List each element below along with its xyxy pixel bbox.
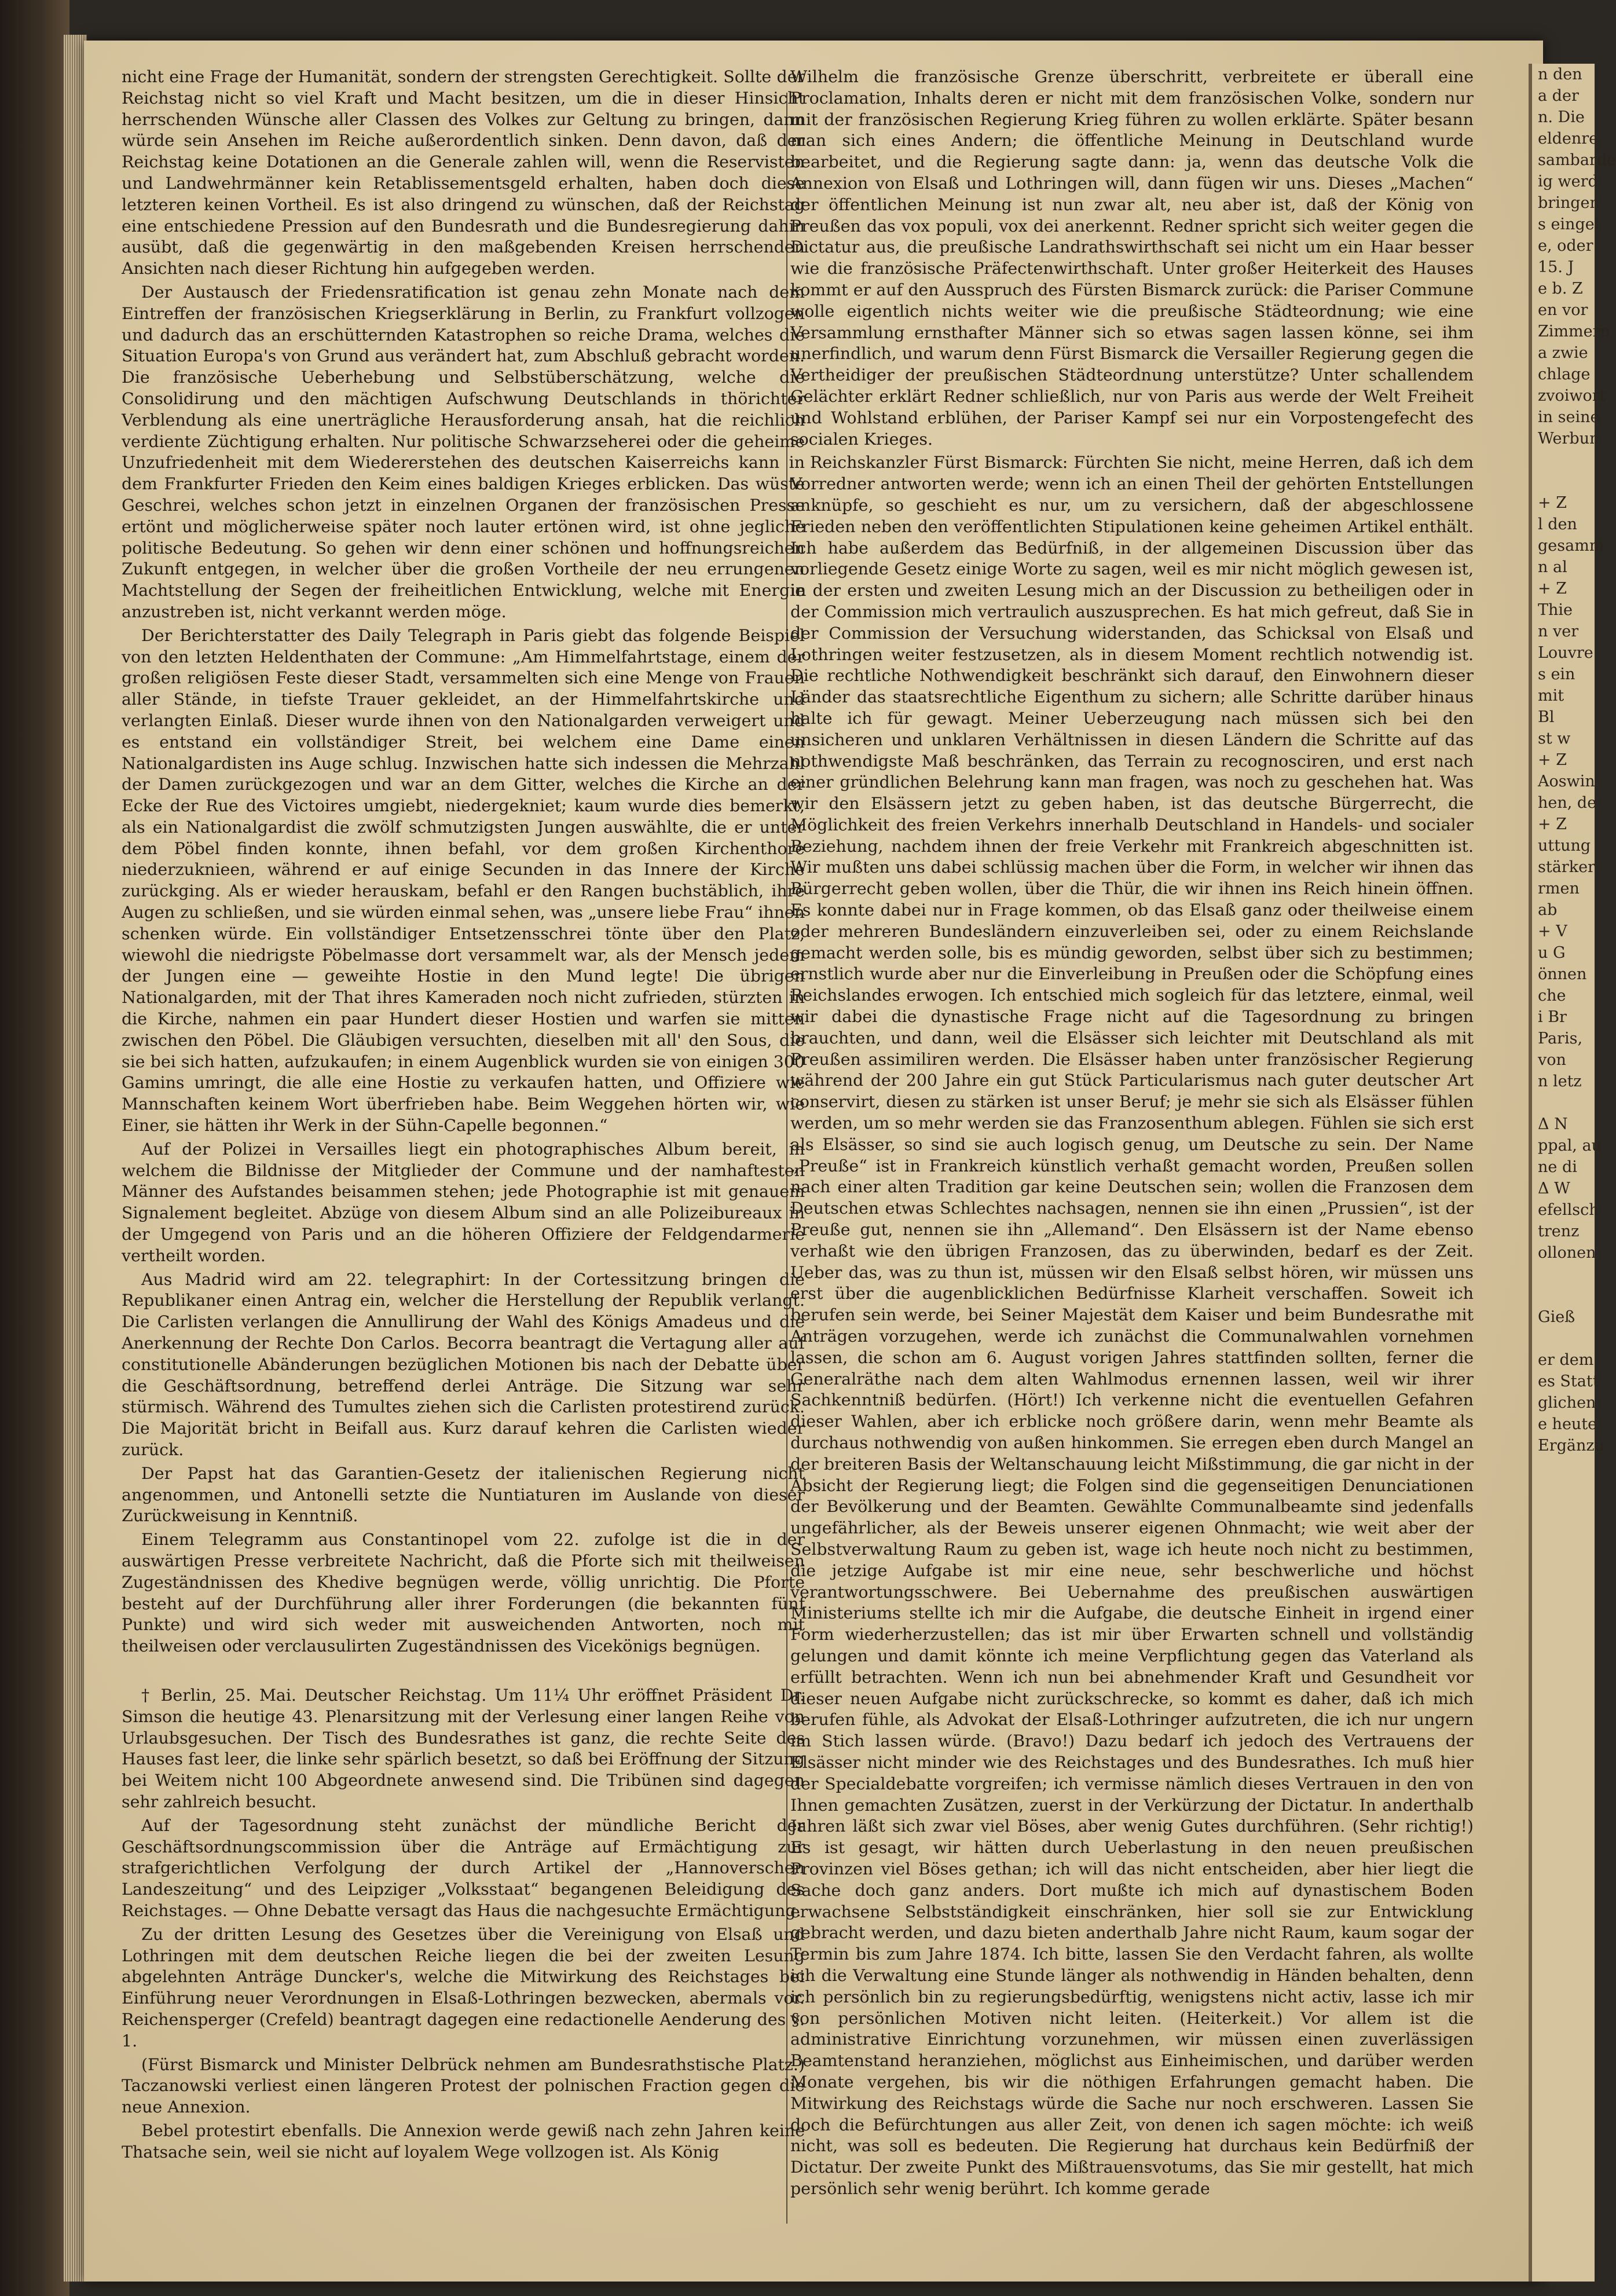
adjacent-page-line (1532, 471, 1595, 492)
paragraph: Bebel protestirt ebenfalls. Die Annexion werde gewiß nach zehn Jahren keine Thatsache sein, weil sie nicht auf loyalem Wege vollzogen ist. Als König (122, 2121, 805, 2162)
paragraph: Reichskanzler Fürst Bismarck: Fürchten Sie nicht, meine Herren, daß ich dem Vorredner antworten werde; wenn ich an einen Theil der gehörten Entstellungen anknüpfe, so geschieht es nur, um zu versichern, daß der abgeschlossene Frieden neben den veröffentlichten Stipulationen keine geheimen Artikel enthält. Ich habe außerdem das Bedürfniß, in der allgemeinen Discussion über das vorliegende Gesetz einige Worte zu sagen, weil es mir nicht möglich gewesen ist, in der ersten und zweiten Lesung mich an der Discussion zu betheiligen oder in der Commission mich vertraulich auszusprechen. Es hat mich gefreut, daß Sie in der Commission der Versuchung widerstanden, das Schicksal von Elsaß und Lothringen weiter festzusetzen, als in diesem Moment rechtlich notwendig ist. Die rechtliche Nothwendigkeit beschränkt sich darauf, den Einwohnern dieser Länder das staatsrechtliche Eigenthum zu sichern; alle Schritte darüber hinaus halte ich für gewagt. Meiner Ueberzeugung nach müssen sich bei den unsicheren und unklaren Verhältnissen in diesen Ländern die Schritte auf das nothwendigste Maß beschränken, das Terrain zu recognosciren, und erst nach einer gründlichen Belehrung kann man fragen, was noch zu geschehen hat. Was wir den Elsässern jetzt zu geben haben, ist das deutsche Bürgerrecht, die Möglichkeit des freien Verkehrs innerhalb Deutschland in Handels- und socialer Beziehung, nachdem ihnen der freie Verkehr mit Frankreich abgeschnitten ist. Wir mußten uns dabei schlüssig machen über die Form, in welcher wir ihnen das Bürgerrecht geben wollen, über die Thür, die wir ihnen ins Reich hinein öffnen. Es konnte dabei nur in Frage kommen, ob das Elsaß ganz oder theilweise einem oder mehreren Bundesländern einzuverleiben sei, oder zu einem Reichslande gemacht werden solle, bis es mündig geworden, selbst über sich zu bestimmen; ernstlich wurde aber nur die Einverleibung in Preußen oder die Schöpfung eines Reichslandes erwogen. Ich entschied mich sogleich für das letztere, einmal, weil wir dabei die dynastische Frage nicht auf die Tagesordnung zu bringen brauchten, und dann, weil die Elsässer sich leichter mit Deutschland als mit Preußen assimiliren werden. Die Elsässer haben unter französischer Regierung während der 200 Jahre ein gut Stück Particularismus nach guter deutscher Art conservirt, diesen zu stärken ist unser Beruf; je mehr sie sich als Elsässer fühlen werden, um so mehr werden sie das Franzosenthum ablegen. Fühlen sie sich erst als Elsässer, so sind sie auch logisch genug, um Deutsche zu sein. Der Name „Preuße“ ist in Frankreich künstlich verhaßt gemacht worden, Preußen sollen nach einer alten Tradition gar keine Deutschen sein; wollen die Franzosen dem Deutschen etwas Schlechtes nachsagen, nennen sie ihn einen „Prussien“, ist der Preuße gut, nennen sie ihn „Allemand“. Den Elsässern ist der Name ebenso verhaßt wie den übrigen Franzosen, das zu überwinden, bedarf es der Zeit. Ueber das, was zu thun ist, müssen wir den Elsaß selbst hören, wir müssen uns erst über die augenblicklichen Bedürfnisse Klarheit verschaffen. Soweit ich berufen sein werde, bei Seiner Majestät dem Kaiser und beim Bundesrathe mit Anträgen vorzugehen, werde ich zunächst die Communalwahlen vornehmen lassen, die schon am 6. August vorigen Jahres stattfinden sollten, ferner die Generalräthe nach dem alten Wahlmodus ernennen lassen, weil wir ihrer Sachkenntniß bedürfen. (Hört!) Ich verkenne nicht die eventuellen Gefahren dieser Wahlen, aber ich erblicke noch größere darin, wenn mehr Beamte als durchaus nothwendig von außen hinkommen. Sie erregen eben durch Mangel an der breiteren Basis der Weltanschauung leicht Mißstimmung, die gar nicht in der Absicht der Regierung liegt; die Folgen sind die gegenseitigen Denunciationen der Bevölkerung und der Beamten. Gewählte Communalbeamte sind jedenfalls ungefährlicher, als der Beweis unserer eigenen Ohnmacht; wie weit aber der Selbstverwaltung Raum zu geben ist, wage ich heute noch nicht zu bestimmen, die jetzige Aufgabe ist mir eine neue, sehr beschwerliche und höchst verantwortungsschwere. Bei Uebernahme des preußischen auswärtigen Ministeriums stellte ich mir die Aufgabe, die deutsche Einheit in irgend einer Form wiederherzustellen; das ist mir über Erwarten schnell und vollständig gelungen und damit könnte ich meine Verpflichtung gegen das Vaterland als erfüllt betrachten. Wenn ich nun bei abnehmender Kraft und Gesundheit vor dieser neuen Aufgabe nicht zurückschrecke, so kommt es daher, daß ich mich berufen fühle, als Advokat der Elsaß-Lothringer aufzutreten, die ich nur ungern im Stich lassen würde. (Bravo!) Dazu bedarf ich jedoch des Vertrauens der Elsässer nicht minder wie des Reichstages und des Bundesrathes. Ich muß hier der Specialdebatte vorgreifen; ich vermisse nämlich dieses Vertrauen in den von Ihnen gemachten Zusätzen, zuerst in der Verkürzung der Dictatur. In anderthalb Jahren läßt sich zwar viel Böses, aber wenig Gutes durchführen. (Sehr richtig!) Es ist gesagt, wir hätten durch Ueberlastung in den neuen preußischen Provinzen viel Böses gethan; ich will das nicht entscheiden, aber hier liegt die Sache doch ganz anders. Dort mußte ich mich auf dynastischem Boden erwachsene Selbstständigkeit einschränken, hier soll sie zur Entwicklung gebracht werden, und dazu bieten anderthalb Jahre nicht Raum, kaum sogar der Termin bis zum Jahre 1874. Ich bitte, lassen Sie den Verdacht fahren, als wollte ich die Verwaltung eine Stunde länger als nothwendig in Händen behalten, denn ich persönlich bin zu regierungsbedürftig, wenigstens nicht activ, lasse ich mir von persönlichen Motiven nicht leiten. (Heiterkeit.) Vor allem ist die administrative Einrichtung vorzunehmen, wir müssen einen zuverlässigen Beamtenstand heranziehen, möglichst aus Einheimischen, und darüber werden Monate vergehen, bis wir die nöthigen Erfahrungen gemacht haben. Die Mitwirkung des Reichstags würde die Sache nur noch erschweren. Lassen Sie doch die Befürchtungen aus aller Zeit, von denen ich sagen möchte: ich weiß nicht, was soll es bedeuten. Die Regierung hat durchaus kein Bedürfniß der Dictatur. Der zweite Punkt des Mißtrauensvotums, das Sie mir gestellt, hat mich persönlich sehr wenig berührt. Ich komme gerade (790, 453, 1474, 2198)
paragraph: Auf der Tagesordnung steht zunächst der mündliche Bericht der Geschäftsordnungscommission über die Anträge auf Ermächtigung zur strafgerichtlichen Verfolgung der durch Artikel der „Hannoverschen Landeszeitung“ und des Leipziger „Volksstaat“ begangenen Beleidigung des Reichstages. — Ohne Debatte versagt das Haus die nachgesuchte Ermächtigung. (122, 1815, 805, 1920)
paragraph: Der Austausch der Friedensratification ist genau zehn Monate nach dem Eintreffen der französischen Kriegserklärung in Berlin, zu Frankfurt vollzogen und dadurch das an erschütternden Katastrophen so reiche Drama, welches die Situation Europa's von Grund aus verändert hat, zum Abschluß gebracht worden. Die französische Ueberhebung und Selbstüberschätzung, welche die Consolidirung und den mächtigen Aufschwung Deutschlands in thörichter Verblendung als eine unerträgliche Herausforderung ansah, hat die reichlich verdiente Züchtigung erhalten. Nur politische Schwarzseherei oder die geheime Unzufriedenheit mit dem Wiedererstehen des deutschen Kaiserreichs kann in dem Frankfurter Frieden den Keim eines baldigen Krieges erblicken. Das wüste Geschrei, welches schon jetzt in einzelnen Organen der französischen Presse ertönt und möglicherweise später noch lauter ertönen wird, ist ohne jegliche politische Bedeutung. So gehen wir denn einer schönen und hoffnungsreichen Zukunft entgegen, in welcher über die großen Vortheile der neu errungenen Machtstellung der Segen der freiheitlichen Entwicklung, welche mit Energie anzustreben ist, nicht verkannt werden möge. (122, 282, 805, 621)
adjacent-page-line: a der (1538, 87, 1579, 105)
adjacent-page-line: er dem (1538, 1351, 1594, 1369)
adjacent-page-line: a zwie (1538, 344, 1588, 362)
adjacent-page-line: ne di (1538, 1158, 1577, 1176)
adjacent-page-line: es Statt (1538, 1372, 1599, 1390)
adjacent-page-line: glichen (1538, 1394, 1596, 1412)
adjacent-page-line: ig werd (1538, 173, 1598, 191)
adjacent-page-line: sambarde (1538, 151, 1616, 169)
adjacent-page-line: che (1538, 987, 1566, 1005)
paragraph: Aus Madrid wird am 22. telegraphirt: In der Cortessitzung bringen die Republikaner einen Antrag ein, welcher die Herstellung der Republik verlangt. Die Carlisten verlangen die Annullirung der Wahl des Königs Amadeus und die Anerkennung der Rechte Don Carlos. Becorra beantragt die Vertagung aller auf constitutionelle Abänderungen bezüglichen Motionen bis nach der Debatte über die Geschäftsordnung, betreffend derlei Anträge. Die Sitzung war sehr stürmisch. Während des Tumultes ziehen sich die Carlisten protestirend zurück. Die Majorität bricht in Beifall aus. Kurz darauf kehren die Carlisten wieder zurück. (122, 1269, 805, 1459)
adjacent-page-line: + Z (1538, 751, 1567, 769)
adjacent-page-line: n letz (1538, 1072, 1582, 1090)
adjacent-page-line: e heute (1538, 1415, 1597, 1433)
adjacent-page-line: Paris, (1538, 1030, 1583, 1048)
adjacent-page-line: rmen (1538, 880, 1580, 898)
adjacent-page-line: s ein (1538, 665, 1575, 683)
paragraph: Auf der Polizei in Versailles liegt ein photographisches Album bereit, in welchem die Bildnisse der Mitglieder der Commune und der namhaftesten Männer des Aufstandes beisammen stehen; jede Photographie ist mit genauem Signalement begleitet. Abzüge von diesem Album sind an alle Polizeibureaux in der Umgegend von Paris und an die höheren Offiziere der Feldgendarmerie vertheilt worden. (122, 1139, 805, 1265)
adjacent-page-line: von (1538, 1051, 1566, 1069)
adjacent-page-line: chlage (1538, 365, 1591, 383)
adjacent-page-line: in seine (1538, 408, 1600, 426)
book-binding (0, 0, 69, 2296)
adjacent-page-line: + Z (1538, 580, 1567, 598)
adjacent-page-line: Zimmern (1538, 323, 1610, 340)
paragraph: nicht eine Frage der Humanität, sondern der strengsten Gerechtigkeit. Sollte der Reichstag nicht so viel Kraft und Macht besitzen, um die in dieser Hinsicht herrschenden Wünsche aller Classen des Volkes zur Geltung zu bringen, dann würde sein Ansehen im Reiche außerordentlich sinken. Denn davon, daß der Reichstag keine Dotationen an die Generale zahlen will, wenn die Reservisten und Landwehrmänner kein Retablissementsgeld erhalten, haben doch diese letzteren keinen Vortheil. Es ist also dringend zu wünschen, daß der Reichstag eine entschiedene Pression auf den Bundesrath und die Bundesregierung dahin ausübt, daß die gegenwärtig in den maßgebenden Kreisen herrschenden Ansichten nach dieser Richtung hin aufgegeben werden. (122, 67, 805, 279)
adjacent-page-line: efellsch (1538, 1201, 1599, 1219)
adjacent-page-line: i Br (1538, 1008, 1567, 1026)
adjacent-page-line: hen, de (1538, 794, 1597, 812)
adjacent-page-line (1532, 449, 1595, 471)
paragraph: (Fürst Bismarck und Minister Delbrück nehmen am Bundesrathstische Platz.) Taczanowski verliest einen längeren Protest der polnischen Fraction gegen die neue Annexion. (122, 2055, 805, 2117)
adjacent-page-line: uttung (1538, 837, 1591, 855)
adjacent-page-line: + V (1538, 922, 1567, 940)
adjacent-page-line: Gieß (1538, 1308, 1575, 1326)
adjacent-page-line: st w (1538, 730, 1571, 748)
adjacent-page-line (1532, 1328, 1595, 1349)
adjacent-page-line: ab (1538, 901, 1558, 919)
adjacent-page-line: + Z (1538, 494, 1567, 512)
page-edges (64, 35, 87, 2282)
adjacent-page-line (1532, 1264, 1595, 1285)
adjacent-page-line: n. Die (1538, 108, 1585, 126)
paragraph: Der Berichterstatter des Daily Telegraph in Paris giebt das folgende Beispiel von den letzten Heldenthaten der Commune: „Am Himmelfahrtstage, einem der großen religiösen Feste dieser Stadt, versammelten sich eine Menge von Frauen aller Stände, in tiefste Trauer gekleidet, an der Himmelfahrtskirche und verlangten Einlaß. Dieser wurde ihnen von den Nationalgarden verweigert und es entstand ein vollständiger Streit, bei welchem eine Dame einen Nationalgardisten ins Auge schlug. Inzwischen hatte sich indessen die Mehrzahl der Damen zurückgezogen und war an dem Gitter, welches die Kirche an der Ecke der Rue des Victoires umgiebt, niedergekniet; kaum wurde dies bemerkt, als ein Nationalgardist die zwölf schmutzigsten Jungen auswählte, die er unter dem Pöbel finden konnte, ihnen befahl, vor dem großen Kirchenthore niederzuknieen, während er auf einige Secunden in das Innere der Kirche zurückging. Als er wieder herauskam, befahl er den Rangen buchstäblich, ihre Augen zu schließen, und sie würden einmal sehen, was „unsere liebe Frau“ ihnen schenken würde. Ein vollständiger Entsetzensschrei tönte über den Platz, wiewohl die niedrigste Pöbelmasse dort versammelt war, als der Mensch jedem der Jungen eine — geweihte Hostie in den Mund legte! Die übrigen Nationalgarden, mit der That ihres Kameraden noch nicht zufrieden, stürzten in die Kirche, nahmen ein paar Hundert dieser Hostien und warfen sie mitten zwischen den Pöbel. Die Gläubigen versuchten, dieselben mit all' den Sous, die sie bei sich hatten, aufzukaufen; in einem Augenblick wurden sie von einigen 300 Gamins umringt, die alle eine Hostie zu verkaufen hatten, und Offiziere wie Mannschaften keinem Wort überfrieben habe. Beim Weggehen hörten wir, wie Einer, sie hätten ihr Werk in der Sühn-Capelle begonnen.“ (122, 625, 805, 1136)
adjacent-page-line (1532, 1092, 1595, 1114)
adjacent-page-line: stärker (1538, 858, 1595, 876)
adjacent-page-line: Bl (1538, 708, 1555, 726)
adjacent-page-line: bringen (1538, 194, 1600, 212)
adjacent-page-line: Werbun (1538, 430, 1600, 448)
adjacent-page-line: Louvre (1538, 644, 1593, 662)
adjacent-page-line: Thie (1538, 601, 1573, 619)
adjacent-page-line: trenz (1538, 1222, 1580, 1240)
adjacent-page-line: ollonen (1538, 1244, 1596, 1262)
adjacent-page-line: gesamm (1538, 537, 1604, 555)
adjacent-page-line: e, oder (1538, 237, 1593, 255)
adjacent-page-line: n ver (1538, 622, 1579, 640)
paragraph: † Berlin, 25. Mai. Deutscher Reichstag. Um 11¼ Uhr eröffnet Präsident Dr. Simson die heutige 43. Plenarsitzung mit der Verlesung einer langen Reihe von Urlaubsgesuchen. Der Tisch des Bundesrathes ist ganz, die rechte Seite des Hauses fast leer, die linke sehr spärlich besetzt, so daß bei Eröffnung der Sitzung bei Weitem nicht 100 Abgeordnete anwesend sind. Die Tribünen sind dagegen sehr zahlreich besucht. (122, 1685, 805, 1811)
adjacent-page-line: s eingel (1538, 215, 1600, 233)
paragraph: Einem Telegramm aus Constantinopel vom 22. zufolge ist die in der auswärtigen Presse verbreitete Nachricht, daß die Pforte sich mit theilweisen Zugeständnissen des Khedive begnügen werde, völlig unrichtig. Die Pforte besteht auf der Durchführung aller ihrer Forderungen (die bekannten fünf Punkte) und wird sich weder mit ausweichenden Antworten, noch mit theilweisen oder verclausulirten Zugeständnissen des Vicekönigs begnügen. (122, 1530, 805, 1656)
adjacent-page-line: Δ N (1538, 1115, 1568, 1133)
adjacent-page-line: en vor (1538, 301, 1588, 319)
adjacent-page-line (1532, 1285, 1595, 1306)
adjacent-page-line: önnen (1538, 965, 1587, 983)
right-column (790, 67, 1474, 2202)
adjacent-page-line: n den (1538, 65, 1582, 83)
adjacent-page-line: e b. Z (1538, 280, 1583, 298)
adjacent-page-line: Ergänzu (1538, 1437, 1605, 1455)
adjacent-page-line: u G (1538, 944, 1566, 962)
adjacent-page-line: zvoiwort (1538, 387, 1606, 405)
adjacent-page-line: l den (1538, 515, 1577, 533)
adjacent-page-line: mit (1538, 687, 1564, 705)
adjacent-page-line: 15. J (1538, 258, 1574, 276)
adjacent-page-fragment (1529, 64, 1616, 2282)
paragraph: Der Papst hat das Garantien-Gesetz der italienischen Regierung nicht angenommen, und Antonelli setzte die Nuntiaturen im Auslande von dieser Zurückweisung in Kenntniß. (122, 1463, 805, 1526)
adjacent-page-line: eldenre (1538, 130, 1599, 148)
adjacent-page-line: Aoswin (1538, 772, 1595, 790)
left-column (122, 67, 805, 2166)
adjacent-page-line: n al (1538, 558, 1567, 576)
adjacent-page-line: + Z (1538, 815, 1567, 833)
adjacent-page-line: Δ W (1538, 1180, 1570, 1198)
adjacent-page-line: ppal, au (1538, 1137, 1602, 1155)
paragraph: Zu der dritten Lesung des Gesetzes über die Vereinigung von Elsaß und Lothringen mit dem deutschen Reiche liegen die bei der zweiten Lesung abgelehnten Anträge Duncker's, welche die Mitwirkung des Reichstages bei Einführung neuer Verordnungen in Elsaß-Lothringen bezwecken, abermals vor. Reichensperger (Crefeld) beantragt dagegen eine redactionelle Aenderung des §. 1. (122, 1924, 805, 2050)
paragraph: Wilhelm die französische Grenze überschritt, verbreitete er überall eine Proclamation, Inhalts deren er nicht mit dem französischen Volke, sondern nur mit der französischen Regierung Krieg führen zu wollen erklärte. Später besann man sich eines Andern; die öffentliche Meinung in Deutschland wurde bearbeitet, und die Regierung sagte dann: ja, wenn das deutsche Volk die Annexion von Elsaß und Lothringen will, dann fügen wir uns. Dieses „Machen“ der öffentlichen Meinung ist nun zwar alt, neu aber ist, daß der König von Preußen das vox populi, vox dei anerkennt. Redner spricht sich weiter gegen die Dictatur aus, die preußische Landrathswirthschaft sei nicht um ein Haar besser wie die französische Präfectenwirthschaft. Unter großer Heiterkeit des Hauses kommt er auf den Ausspruch des Fürsten Bismarck zurück: die Pariser Commune wolle eigentlich nichts weiter wie die preußische Städteordnung; wie eine Versammlung ernsthafter Männer sich so etwas sagen lassen könne, sei ihm unerfindlich, und warum denn Fürst Bismarck die Versailler Regierung gegen die Vertheidiger der preußischen Städteordnung unterstütze? Unter schallendem Gelächter erklärt Redner schließlich, nur von Paris aus werde der Welt Freiheit und Wohlstand erblühen, der Pariser Kampf sei nur ein Vorpostengefecht des socialen Krieges. (790, 67, 1474, 449)
section-gap (122, 1660, 805, 1685)
